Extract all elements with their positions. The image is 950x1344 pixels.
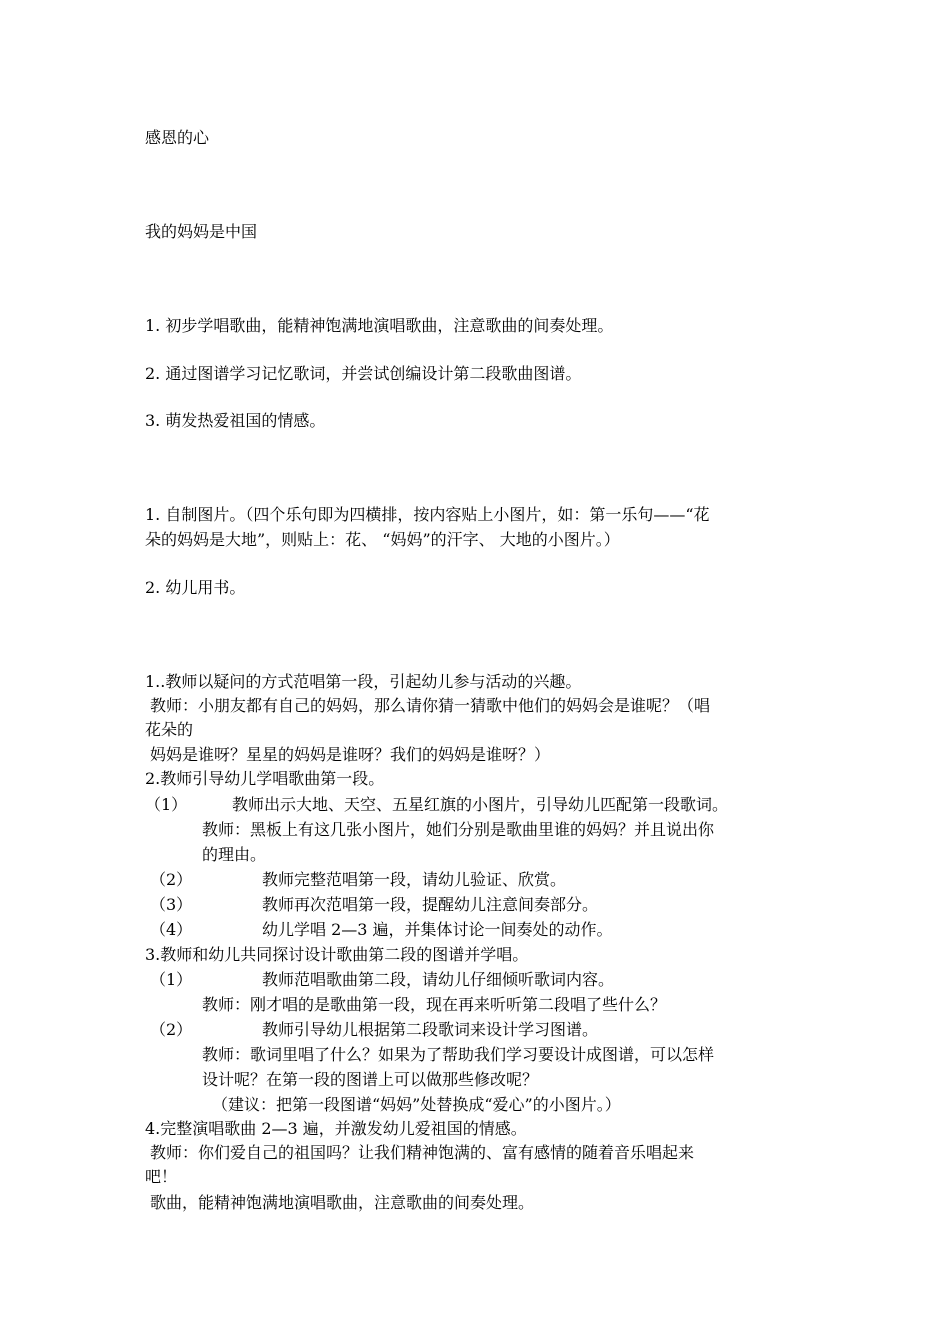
substep-number: （2）: [150, 870, 193, 889]
teacher-line: 设计呢？在第一段的图谱上可以做那些修改呢？: [202, 1070, 539, 1089]
goal-item: 3. 萌发热爱祖国的情感。: [145, 411, 326, 430]
substep-text: 教师再次范唱第一段，提醒幼儿注意间奏部分。: [262, 895, 599, 914]
teacher-line: 教师：刚才唱的是歌曲第一段，现在再来听听第二段唱了些什么？: [202, 995, 667, 1014]
teacher-line: 教师：黑板上有这几张小图片，她们分别是歌曲里谁的妈妈？并且说出你: [202, 820, 715, 839]
teacher-line: 花朵的: [145, 720, 194, 739]
prep-item: 2. 幼儿用书。: [145, 578, 246, 597]
goal-item: 2. 通过图谱学习记忆歌词，并尝试创编设计第二段歌曲图谱。: [145, 364, 582, 383]
process-step: 3.教师和幼儿共同探讨设计歌曲第二段的图谱并学唱。: [145, 945, 529, 964]
substep-number: （1）: [145, 795, 188, 814]
process-step: 2.教师引导幼儿学唱歌曲第一段。: [145, 769, 385, 788]
substep-text: 教师出示大地、天空、五星红旗的小图片，引导幼儿匹配第一段歌词。: [232, 795, 729, 814]
suggestion-line: （建议：把第一段图谱“妈妈”处替换成“爱心”的小图片。）: [212, 1095, 621, 1114]
substep-text: 教师完整范唱第一段，请幼儿验证、欣赏。: [262, 870, 567, 889]
substep-number: （4）: [150, 920, 193, 939]
prep-item: 1. 自制图片。（四个乐句即为四横排，按内容贴上小图片，如：第一乐句——“花: [145, 505, 710, 524]
substep-text: 教师范唱歌曲第二段，请幼儿仔细倾听歌词内容。: [262, 970, 615, 989]
teacher-line: 教师：歌词里唱了什么？如果为了帮助我们学习要设计成图谱，可以怎样: [202, 1045, 715, 1064]
teacher-line: 的理由。: [202, 845, 267, 864]
teacher-line: 妈妈是谁呀？星星的妈妈是谁呀？我们的妈妈是谁呀？）: [150, 745, 551, 764]
teacher-line: 教师：小朋友都有自己的妈妈，那么请你猜一猜歌中他们的妈妈会是谁呢？（唱: [150, 696, 711, 715]
closing-line: 歌曲，能精神饱满地演唱歌曲，注意歌曲的间奏处理。: [150, 1193, 535, 1212]
teacher-line: 吧！: [145, 1167, 178, 1186]
process-step: 4.完整演唱歌曲 2—3 遍，并激发幼儿爱祖国的情感。: [145, 1119, 527, 1138]
song-title: 我的妈妈是中国: [145, 222, 258, 241]
doc-title: 感恩的心: [145, 128, 210, 147]
process-step: 1..教师以疑问的方式范唱第一段，引起幼儿参与活动的兴趣。: [145, 672, 582, 691]
substep-number: （1）: [150, 970, 193, 989]
goal-item: 1. 初步学唱歌曲，能精神饱满地演唱歌曲，注意歌曲的间奏处理。: [145, 316, 614, 335]
teacher-line: 教师：你们爱自己的祖国吗？让我们精神饱满的、富有感情的随着音乐唱起来: [150, 1143, 695, 1162]
substep-number: （2）: [150, 1020, 193, 1039]
substep-text: 教师引导幼儿根据第二段歌词来设计学习图谱。: [262, 1020, 599, 1039]
substep-text: 幼儿学唱 2—3 遍，并集体讨论一间奏处的动作。: [262, 920, 613, 939]
substep-number: （3）: [150, 895, 193, 914]
prep-item-cont: 朵的妈妈是大地”，则贴上：花、 “妈妈”的汗字、 大地的小图片。）: [145, 530, 620, 549]
